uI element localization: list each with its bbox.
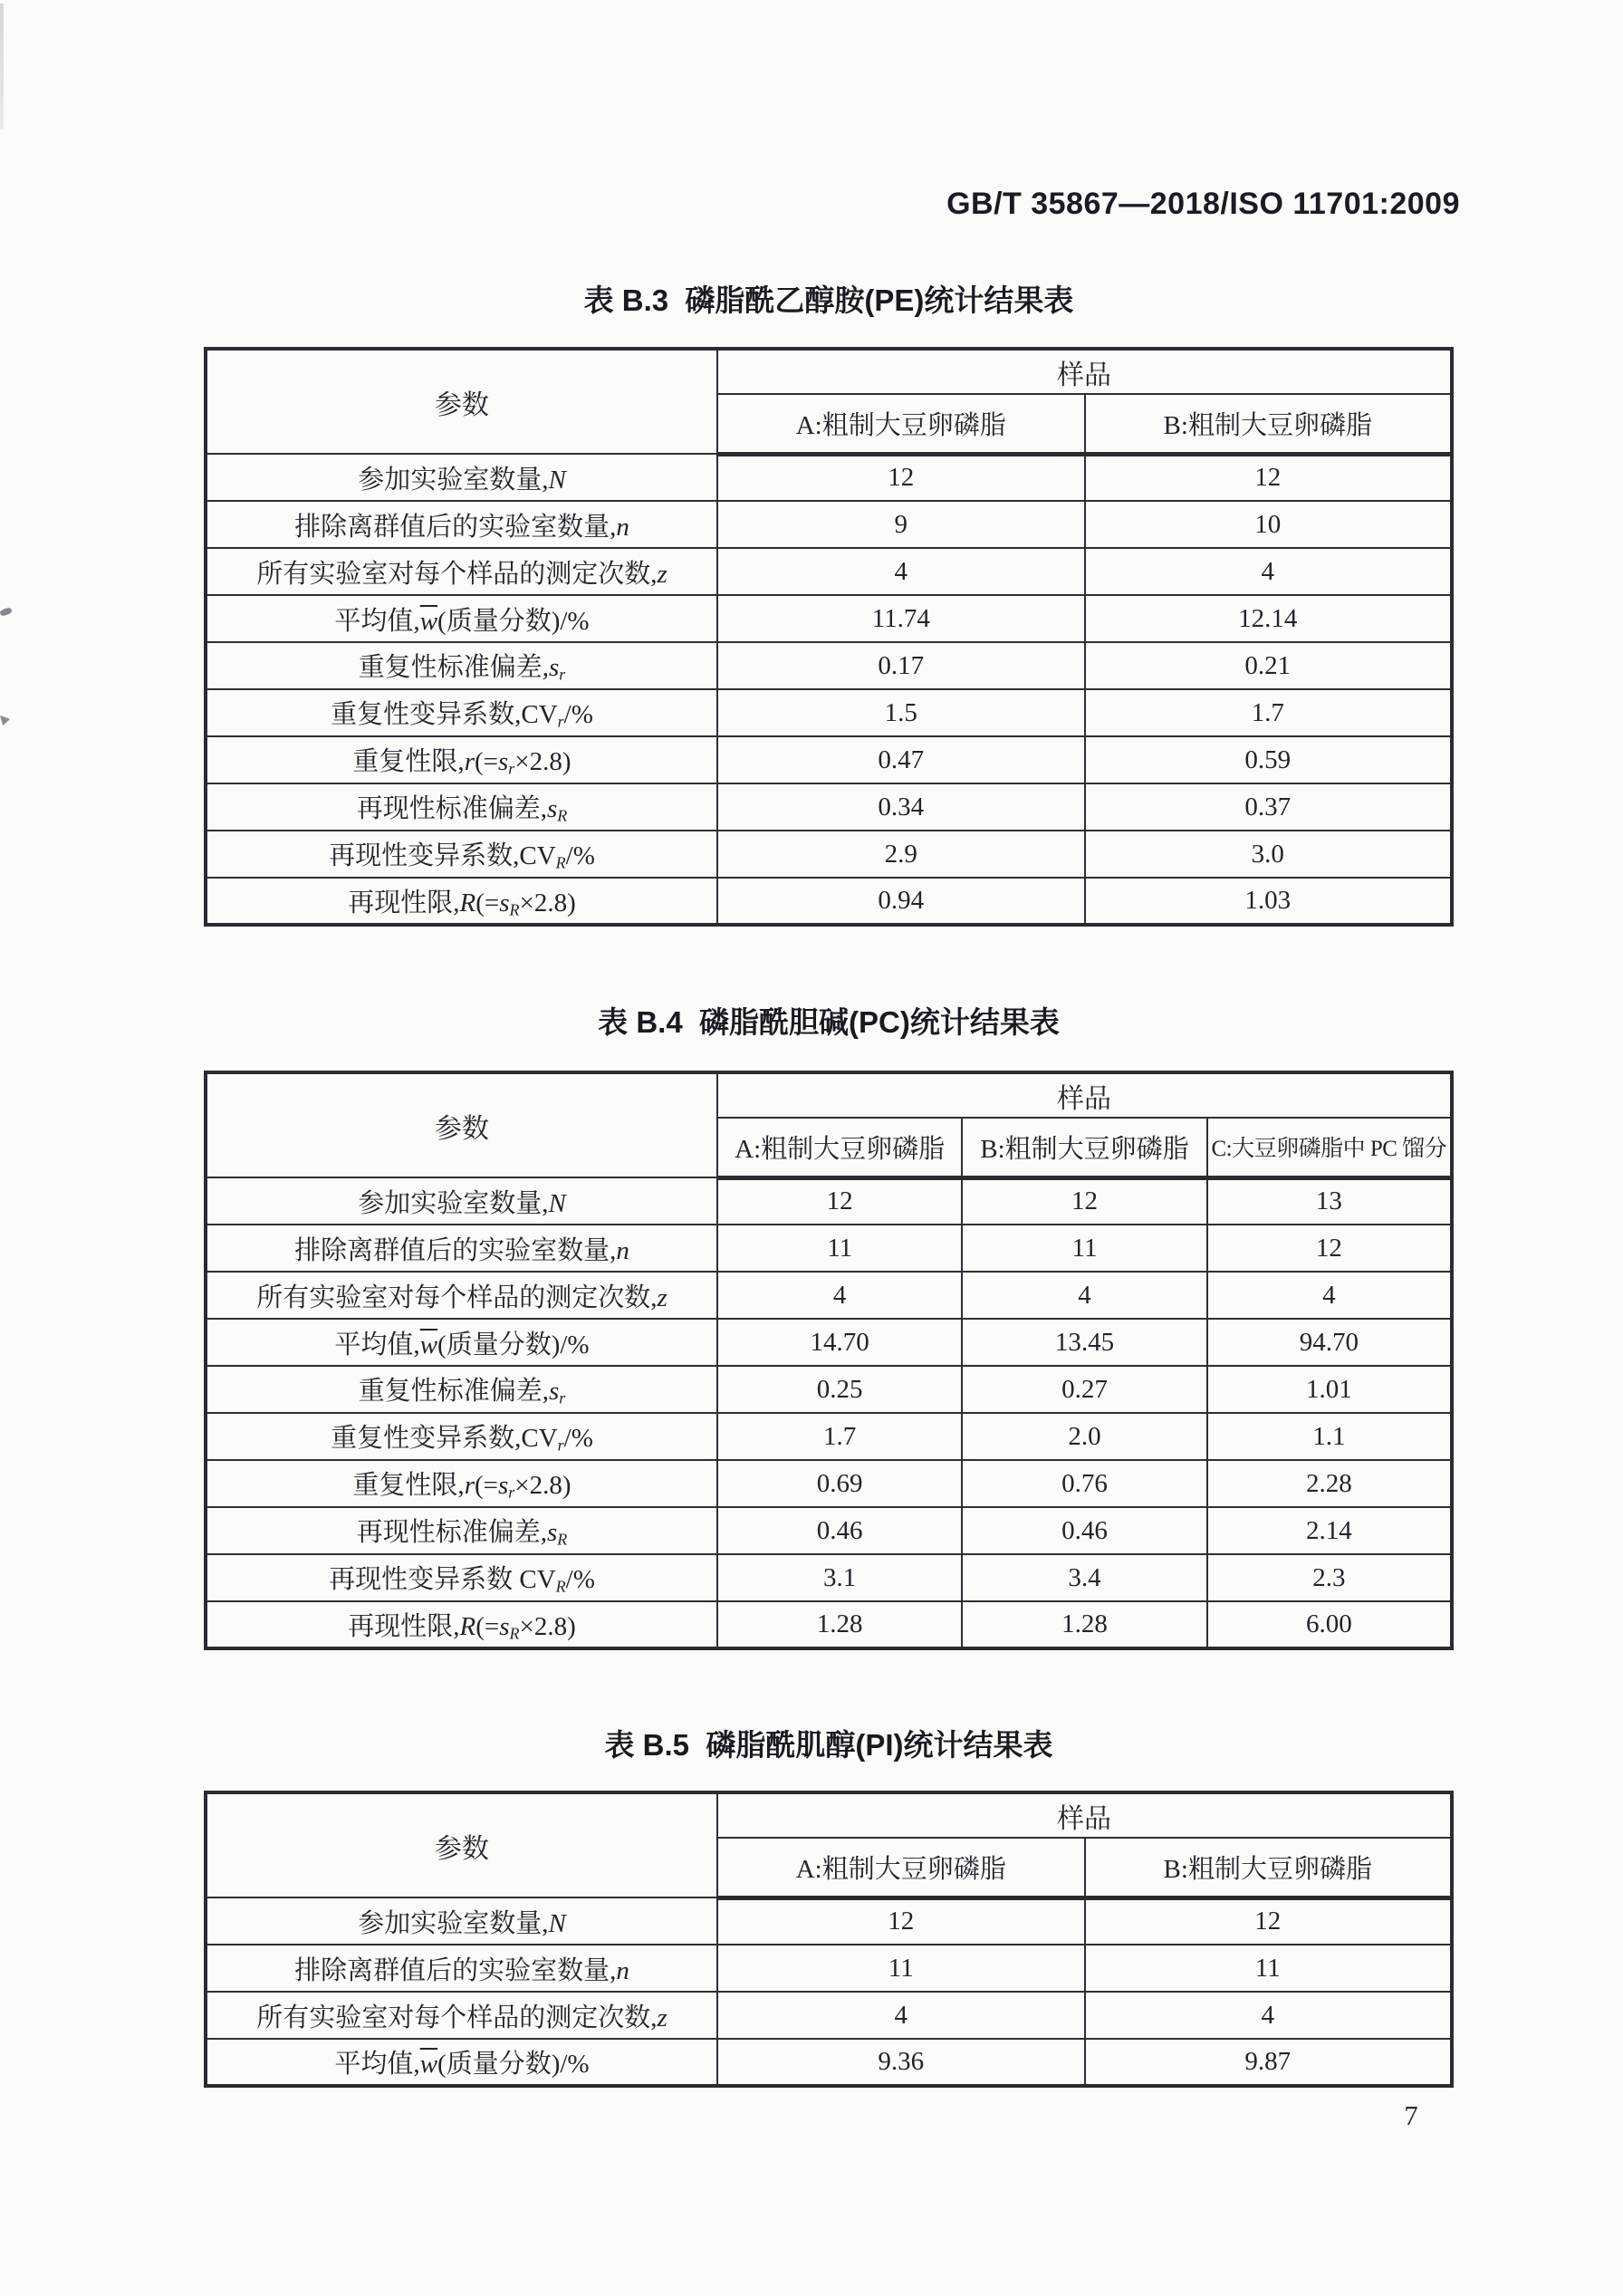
row-label (206, 1319, 717, 1366)
label-segment: z (657, 2003, 667, 2032)
label-segment: r (557, 712, 564, 731)
scan-artifact (0, 607, 13, 617)
label-segment: N (548, 1188, 566, 1218)
label-segment: ×2.8) (514, 747, 571, 777)
value-cell: 0.46 (962, 1507, 1206, 1554)
table-row (206, 501, 1452, 548)
value-cell: 9.87 (1085, 2039, 1453, 2086)
row-label (206, 1460, 717, 1507)
label-segment: r (508, 1483, 515, 1502)
label-segment: $\overline{w}$ (419, 1330, 438, 1359)
row-label (206, 2039, 717, 2086)
label-segment: r (557, 1436, 564, 1455)
value-cell: 94.70 (1207, 1319, 1452, 1366)
row-label (206, 1225, 717, 1272)
table-row (206, 2039, 1452, 2086)
value-cell: 3.4 (962, 1554, 1206, 1601)
value-cell: 1.28 (962, 1601, 1206, 1648)
value-cell: 11.74 (717, 595, 1085, 642)
label-segment: s (498, 1471, 509, 1501)
value-cell: 0.69 (717, 1460, 962, 1507)
label-segment: R (555, 853, 566, 872)
table-row (206, 595, 1452, 642)
label-segment: s (546, 794, 558, 824)
label-segment: r (464, 1471, 475, 1501)
sample-group-header: 样品 (717, 1792, 1452, 1838)
value-cell: 1.28 (717, 1601, 962, 1648)
row-label (206, 548, 717, 595)
label-segment: r (464, 747, 475, 777)
label-segment: 重复性变异系数,CV (331, 700, 558, 730)
row-label (206, 1413, 717, 1460)
value-cell: 9 (717, 501, 1085, 548)
label-segment: (= (475, 888, 500, 917)
value-cell: 12 (717, 1897, 1085, 1945)
row-label (206, 1507, 717, 1554)
value-cell: 1.1 (1207, 1413, 1452, 1460)
param-column-header: 参数 (206, 349, 717, 454)
sample-group-header: 样品 (717, 349, 1452, 394)
label-segment: 再现性变异系数 CV (329, 1565, 556, 1595)
value-cell: 12 (1207, 1225, 1452, 1272)
value-cell: 4 (1085, 548, 1453, 595)
row-label (206, 878, 717, 925)
table-row (206, 1366, 1452, 1413)
table-row (206, 1897, 1452, 1945)
value-cell: 10 (1085, 501, 1453, 548)
label-segment: 排除离群值后的实验室数量, (294, 512, 617, 542)
value-cell: 1.03 (1085, 878, 1453, 925)
label-segment: 平均值, (334, 2050, 420, 2079)
row-label (206, 454, 717, 501)
table-b4-title: 表 B.4 磷脂酰胆碱(PC)统计结果表 (598, 1005, 1060, 1039)
value-cell: 0.47 (717, 736, 1085, 783)
sample-column-header: B:粗制大豆卵磷脂 (1085, 394, 1453, 454)
table-row (206, 548, 1452, 595)
label-segment: 再现性标准偏差, (356, 794, 547, 824)
row-label (206, 736, 717, 783)
row-label (206, 1366, 717, 1413)
label-segment: 重复性变异系数,CV (331, 1424, 558, 1454)
sample-column-header: A:粗制大豆卵磷脂 (717, 1838, 1085, 1897)
table-row (206, 1460, 1452, 1507)
label-segment: /% (565, 1565, 595, 1595)
value-cell: 0.37 (1085, 783, 1453, 831)
label-segment: z (657, 1282, 667, 1312)
standard-code-header: GB/T 35867—2018/ISO 11701:2009 (946, 187, 1460, 221)
label-segment: 再现性限, (348, 888, 460, 917)
label-segment: 参加实验室数量, (358, 1188, 549, 1218)
value-cell: 12 (1085, 454, 1453, 501)
label-segment: N (548, 465, 566, 495)
label-segment: s (546, 1518, 558, 1548)
page-number: 7 (1404, 2099, 1418, 2131)
label-segment: $\overline{w}$ (419, 606, 438, 636)
value-cell: 2.28 (1207, 1460, 1452, 1507)
value-cell: 11 (717, 1945, 1085, 1992)
label-segment: 重复性限, (352, 747, 465, 777)
label-segment: /% (563, 1424, 593, 1454)
value-cell: 4 (1207, 1272, 1452, 1319)
row-label (206, 689, 717, 736)
label-segment: R (509, 1624, 520, 1643)
value-cell: 0.34 (717, 783, 1085, 831)
value-cell: 4 (717, 548, 1085, 595)
row-label (206, 1177, 717, 1225)
value-cell: 0.46 (717, 1507, 962, 1554)
value-cell: 2.0 (962, 1413, 1206, 1460)
row-label (206, 1554, 717, 1601)
label-segment: r (508, 759, 515, 778)
table-b3 (204, 347, 1454, 927)
label-segment: n (616, 1955, 629, 1985)
label-segment: (= (475, 1611, 500, 1641)
label-segment: N (548, 1908, 566, 1938)
label-segment: R (459, 888, 476, 917)
value-cell: 12.14 (1085, 595, 1453, 642)
value-cell: 4 (962, 1272, 1206, 1319)
label-segment: /% (565, 841, 595, 871)
table-row (206, 1945, 1452, 1992)
label-segment: n (616, 1235, 629, 1265)
label-segment: R (555, 1577, 566, 1596)
table-row (206, 642, 1452, 689)
value-cell: 0.25 (717, 1366, 962, 1413)
label-segment: 排除离群值后的实验室数量, (294, 1955, 617, 1985)
label-segment: ×2.8) (519, 888, 576, 917)
row-label (206, 1897, 717, 1945)
value-cell: 2.3 (1207, 1554, 1452, 1601)
label-segment: 所有实验室对每个样品的测定次数, (256, 1282, 658, 1312)
label-segment: $\overline{w}$ (419, 2050, 438, 2079)
value-cell: 0.94 (717, 878, 1085, 925)
sample-column-header: C:大豆卵磷脂中 PC 馏分 (1207, 1118, 1452, 1177)
row-label (206, 1601, 717, 1648)
label-segment: n (616, 512, 629, 542)
label-segment: (质量分数)/% (437, 606, 590, 636)
value-cell: 12 (1085, 1897, 1453, 1945)
label-segment: 所有实验室对每个样品的测定次数, (256, 2003, 658, 2032)
value-cell: 0.21 (1085, 642, 1453, 689)
row-label (206, 501, 717, 548)
table-b5 (204, 1791, 1454, 2088)
label-segment: s (499, 888, 510, 917)
row-label (206, 642, 717, 689)
label-segment: 参加实验室数量, (358, 465, 549, 495)
label-segment: 重复性标准偏差, (358, 653, 549, 683)
value-cell: 3.1 (717, 1554, 962, 1601)
value-cell: 2.14 (1207, 1507, 1452, 1554)
sample-column-header: A:粗制大豆卵磷脂 (717, 394, 1085, 454)
value-cell: 13 (1207, 1177, 1452, 1225)
label-segment: 平均值, (334, 1330, 420, 1359)
row-label (206, 1945, 717, 1992)
label-segment: s (498, 747, 509, 777)
table-row (206, 1554, 1452, 1601)
value-cell: 1.7 (717, 1413, 962, 1460)
row-label (206, 595, 717, 642)
value-cell: 12 (717, 1177, 962, 1225)
label-segment: (质量分数)/% (437, 2050, 590, 2079)
value-cell: 4 (717, 1272, 962, 1319)
table-row (206, 454, 1452, 501)
label-segment: s (548, 1377, 560, 1407)
label-segment: s (499, 1611, 510, 1641)
value-cell: 0.17 (717, 642, 1085, 689)
value-cell: 14.70 (717, 1319, 962, 1366)
param-column-header: 参数 (206, 1072, 717, 1177)
value-cell: 1.7 (1085, 689, 1453, 736)
value-cell: 4 (1085, 1992, 1453, 2039)
label-segment: R (459, 1611, 476, 1641)
row-label (206, 783, 717, 831)
value-cell: 11 (1085, 1945, 1453, 1992)
label-segment: 参加实验室数量, (358, 1908, 549, 1938)
value-cell: 4 (717, 1992, 1085, 2039)
sample-group-header: 样品 (717, 1072, 1452, 1118)
table-b3-title: 表 B.3 磷脂酰乙醇胺(PE)统计结果表 (583, 283, 1074, 317)
table-row (206, 736, 1452, 783)
label-segment: ×2.8) (519, 1611, 576, 1641)
sample-column-header: B:粗制大豆卵磷脂 (962, 1118, 1206, 1177)
row-label (206, 831, 717, 878)
label-segment: 平均值, (334, 606, 420, 636)
table-row (206, 1992, 1452, 2039)
table-b4 (204, 1071, 1454, 1650)
value-cell: 13.45 (962, 1319, 1206, 1366)
value-cell: 1.5 (717, 689, 1085, 736)
scan-artifact (0, 716, 10, 725)
label-segment: r (559, 1388, 566, 1407)
row-label (206, 1992, 717, 2039)
table-row (206, 1507, 1452, 1554)
value-cell: 0.76 (962, 1460, 1206, 1507)
label-segment: (= (474, 747, 498, 777)
value-cell: 2.9 (717, 831, 1085, 878)
value-cell: 1.01 (1207, 1366, 1452, 1413)
label-segment: R (557, 1530, 568, 1549)
table-row (206, 1601, 1452, 1648)
label-segment: 再现性标准偏差, (356, 1518, 547, 1548)
value-cell: 6.00 (1207, 1601, 1452, 1648)
table-row (206, 689, 1452, 736)
label-segment: R (557, 806, 568, 825)
table-row (206, 1272, 1452, 1319)
table-row (206, 1413, 1452, 1460)
label-segment: ×2.8) (514, 1471, 571, 1501)
value-cell: 11 (962, 1225, 1206, 1272)
table-row (206, 1225, 1452, 1272)
value-cell: 12 (717, 454, 1085, 501)
label-segment: z (657, 559, 667, 589)
value-cell: 3.0 (1085, 831, 1453, 878)
table-row (206, 783, 1452, 831)
value-cell: 11 (717, 1225, 962, 1272)
value-cell: 9.36 (717, 2039, 1085, 2086)
table-b5-title: 表 B.5 磷脂酰肌醇(PI)统计结果表 (604, 1728, 1053, 1762)
value-cell: 12 (962, 1177, 1206, 1225)
label-segment: 再现性限, (348, 1611, 460, 1641)
label-segment: s (548, 653, 560, 683)
label-segment: 重复性标准偏差, (358, 1377, 549, 1407)
label-segment: 所有实验室对每个样品的测定次数, (256, 559, 658, 589)
row-label (206, 1272, 717, 1319)
scan-edge-artifact (0, 4, 4, 129)
label-segment: 排除离群值后的实验室数量, (294, 1235, 617, 1265)
value-cell: 0.59 (1085, 736, 1453, 783)
table-row (206, 878, 1452, 925)
label-segment: 重复性限, (352, 1471, 465, 1501)
table-row (206, 1319, 1452, 1366)
label-segment: (质量分数)/% (437, 1330, 590, 1359)
label-segment: 再现性变异系数,CV (329, 841, 556, 871)
sample-column-header: B:粗制大豆卵磷脂 (1085, 1838, 1453, 1897)
value-cell: 0.27 (962, 1366, 1206, 1413)
table-row (206, 1177, 1452, 1225)
param-column-header: 参数 (206, 1792, 717, 1897)
label-segment: R (509, 900, 520, 919)
label-segment: /% (563, 700, 593, 730)
label-segment: r (559, 665, 566, 684)
label-segment: (= (474, 1471, 498, 1501)
sample-column-header: A:粗制大豆卵磷脂 (717, 1118, 962, 1177)
table-row (206, 831, 1452, 878)
